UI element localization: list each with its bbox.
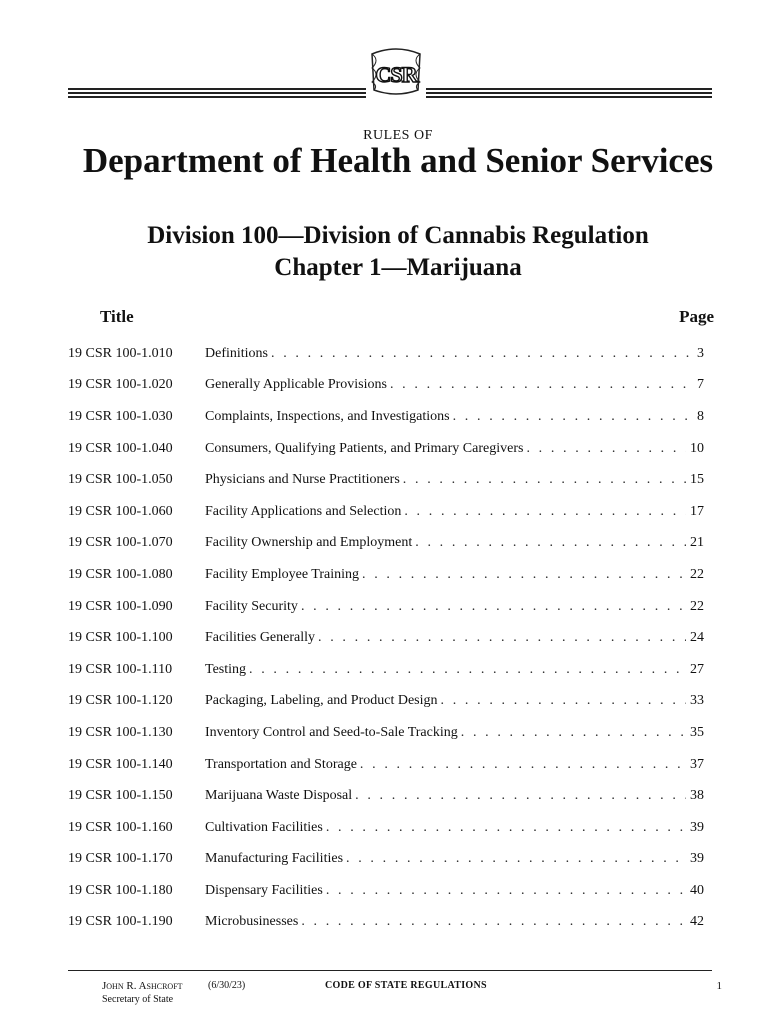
toc-label: Facility Applications and Selection [205, 503, 402, 519]
toc-entry[interactable] [205, 441, 704, 457]
table-of-contents [68, 338, 704, 938]
toc-page-number: 22 [690, 598, 704, 614]
rules-of-label: RULES OF [363, 128, 433, 143]
division-chapter [40, 220, 756, 284]
csr-logo [366, 46, 426, 96]
toc-code: 19 CSR 100-1.030 [68, 408, 173, 424]
dot-leader [326, 883, 686, 899]
toc-row [68, 749, 704, 781]
toc-row [68, 654, 704, 686]
toc-page-number: 39 [690, 819, 704, 835]
toc-label: Transportation and Storage [205, 756, 357, 772]
toc-label: Testing [205, 661, 247, 677]
toc-row [68, 907, 704, 939]
toc-row [68, 464, 704, 496]
toc-entry[interactable] [205, 472, 704, 488]
toc-code: 19 CSR 100-1.070 [68, 535, 173, 551]
dot-leader [318, 630, 686, 646]
toc-entry[interactable] [205, 851, 704, 867]
toc-entry[interactable] [205, 567, 704, 583]
toc-entry[interactable] [205, 883, 704, 899]
toc-code: 19 CSR 100-1.120 [68, 693, 173, 709]
toc-code: 19 CSR 100-1.090 [68, 598, 173, 614]
dot-leader [404, 504, 686, 520]
toc-code: 19 CSR 100-1.080 [68, 566, 173, 582]
toc-entry[interactable] [205, 504, 704, 520]
toc-row [68, 812, 704, 844]
toc-entry[interactable] [205, 409, 704, 425]
toc-page-number: 22 [690, 566, 704, 582]
toc-page-number: 15 [690, 472, 704, 488]
toc-row [68, 401, 704, 433]
toc-row [68, 844, 704, 876]
dot-leader [360, 757, 686, 773]
toc-code: 19 CSR 100-1.160 [68, 819, 173, 835]
dot-leader [346, 851, 686, 867]
dot-leader [403, 472, 686, 488]
toc-label: Inventory Control and Seed-to-Sale Tracking [205, 724, 458, 740]
toc-label: Consumers, Qualifying Patients, and Primary Caregivers [205, 440, 524, 456]
author-name: John R. Ashcroft [102, 980, 183, 992]
toc-label: Generally Applicable Provisions [205, 377, 387, 393]
toc-row [68, 496, 704, 528]
dot-leader [362, 567, 686, 583]
toc-entry[interactable] [205, 535, 704, 551]
toc-page-number: 10 [690, 440, 704, 456]
toc-row [68, 717, 704, 749]
department-title: Department of Health and Senior Services [82, 141, 714, 180]
toc-label: Facility Ownership and Employment [205, 535, 413, 551]
toc-code: 19 CSR 100-1.110 [68, 661, 173, 677]
toc-label: Facility Employee Training [205, 566, 359, 582]
column-header-page: Page [679, 307, 714, 326]
toc-label: Physicians and Nurse Practitioners [205, 472, 400, 488]
toc-row [68, 686, 704, 718]
toc-row [68, 591, 704, 623]
toc-code: 19 CSR 100-1.150 [68, 788, 173, 804]
toc-entry[interactable] [205, 662, 704, 678]
toc-label: Microbusinesses [205, 914, 299, 930]
header-rule-right [426, 88, 712, 102]
header-rule-left [68, 88, 366, 102]
toc-code: 19 CSR 100-1.050 [68, 472, 173, 488]
toc-code: 19 CSR 100-1.010 [68, 345, 173, 361]
dot-leader [301, 914, 686, 930]
toc-label: Packaging, Labeling, and Product Design [205, 693, 438, 709]
toc-code: 19 CSR 100-1.020 [68, 377, 173, 393]
toc-entry[interactable] [205, 914, 704, 930]
toc-page-number: 8 [697, 408, 704, 424]
toc-page-number: 37 [690, 756, 704, 772]
svg-text:CSR: CSR [375, 62, 417, 87]
toc-page-number: 3 [697, 345, 704, 361]
dot-leader [301, 599, 686, 615]
toc-label: Facilities Generally [205, 630, 316, 646]
toc-label: Dispensary Facilities [205, 882, 323, 898]
toc-code: 19 CSR 100-1.170 [68, 851, 173, 867]
toc-entry[interactable] [205, 630, 704, 646]
toc-entry[interactable] [205, 377, 704, 393]
toc-row [68, 559, 704, 591]
toc-label: Marijuana Waste Disposal [205, 788, 353, 804]
toc-label: Facility Security [205, 598, 298, 614]
toc-entry[interactable] [205, 788, 704, 804]
toc-page-number: 27 [690, 661, 704, 677]
footer-author [102, 980, 183, 1006]
dot-leader [355, 788, 686, 804]
toc-page-number: 17 [690, 503, 704, 519]
dot-leader [441, 693, 686, 709]
toc-row [68, 528, 704, 560]
toc-row [68, 875, 704, 907]
toc-entry[interactable] [205, 757, 704, 773]
dot-leader [461, 725, 686, 741]
toc-label: Definitions [205, 345, 268, 361]
dot-leader [249, 662, 686, 678]
column-header-title: Title [100, 307, 134, 326]
toc-page-number: 35 [690, 724, 704, 740]
toc-page-number: 38 [690, 788, 704, 804]
toc-code: 19 CSR 100-1.100 [68, 630, 173, 646]
toc-entry[interactable] [205, 346, 704, 362]
toc-code: 19 CSR 100-1.140 [68, 756, 173, 772]
dot-leader [526, 441, 686, 457]
toc-code: 19 CSR 100-1.040 [68, 440, 173, 456]
toc-label: Complaints, Inspections, and Investigations [205, 408, 450, 424]
dot-leader [271, 346, 693, 362]
dot-leader [390, 377, 693, 393]
toc-code: 19 CSR 100-1.130 [68, 724, 173, 740]
toc-row [68, 780, 704, 812]
toc-page-number: 42 [690, 914, 704, 930]
toc-entry[interactable] [205, 693, 704, 709]
dot-leader [453, 409, 693, 425]
toc-row [68, 622, 704, 654]
chapter-title: Chapter 1—Marijuana [274, 254, 522, 281]
toc-entry[interactable] [205, 599, 704, 615]
dot-leader [326, 820, 686, 836]
author-title: Secretary of State [102, 994, 174, 1005]
footer-date: (6/30/23) [208, 980, 246, 991]
toc-row [68, 433, 704, 465]
toc-label: Cultivation Facilities [205, 819, 323, 835]
toc-row [68, 370, 704, 402]
toc-page-number: 24 [690, 630, 704, 646]
toc-page-number: 40 [690, 882, 704, 898]
toc-entry[interactable] [205, 725, 704, 741]
division-title: Division 100—Division of Cannabis Regulation [147, 222, 649, 249]
toc-page-number: 21 [690, 535, 704, 551]
toc-code: 19 CSR 100-1.060 [68, 503, 173, 519]
toc-code: 19 CSR 100-1.190 [68, 914, 173, 930]
toc-entry[interactable] [205, 820, 704, 836]
footer-rule [68, 970, 712, 971]
toc-page-number: 33 [690, 693, 704, 709]
dot-leader [415, 535, 686, 551]
toc-row [68, 338, 704, 370]
footer-publication: CODE OF STATE REGULATIONS [325, 980, 487, 991]
toc-page-number: 7 [697, 377, 704, 393]
page-number: 1 [716, 980, 722, 992]
toc-page-number: 39 [690, 851, 704, 867]
toc-code: 19 CSR 100-1.180 [68, 882, 173, 898]
toc-label: Manufacturing Facilities [205, 851, 344, 867]
